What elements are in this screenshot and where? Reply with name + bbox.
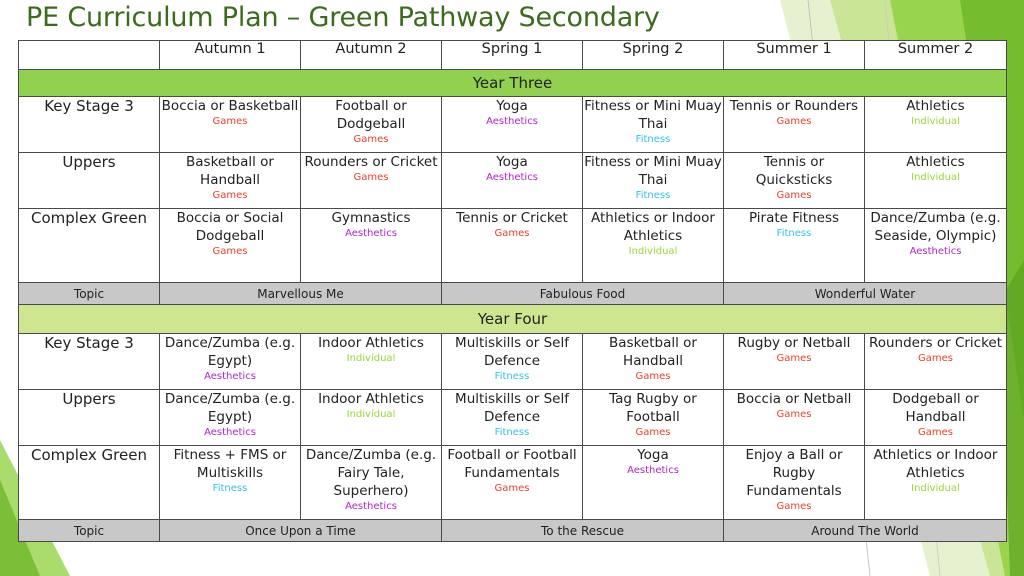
table-row (19, 446, 1007, 520)
category-tag: Aesthetics (345, 228, 397, 239)
activity-text: Indoor Athletics (318, 335, 424, 351)
activity-text: Yoga (496, 154, 528, 170)
activity-cell (583, 97, 724, 153)
category-tag: Individual (628, 246, 678, 257)
activity-text: Football or Dodgeball (335, 98, 407, 132)
activity-cell (442, 153, 583, 209)
category-tag: Games (212, 116, 248, 127)
table-row (19, 209, 1007, 283)
table-row (19, 153, 1007, 209)
topic-cell: Fabulous Food (442, 283, 724, 305)
category-tag: Games (494, 228, 530, 239)
term-header: Spring 1 (442, 41, 583, 70)
activity-cell (160, 390, 301, 446)
table-row (19, 334, 1007, 390)
category-tag: Fitness (494, 371, 530, 382)
activity-text: Boccia or Basketball (161, 98, 299, 114)
activity-cell (442, 97, 583, 153)
activity-cell (442, 209, 583, 283)
activity-text: Gymnastics (331, 210, 411, 226)
activity-text: Fitness or Mini Muay Thai (584, 154, 722, 188)
category-tag: Games (353, 172, 389, 183)
category-tag: Games (776, 190, 812, 201)
activity-cell (724, 153, 865, 209)
category-tag: Games (776, 353, 812, 364)
activity-text: Tennis or Rounders (729, 98, 859, 114)
category-tag: Aesthetics (627, 465, 679, 476)
activity-text: Dodgeball or Handball (892, 391, 979, 425)
activity-text: Athletics (906, 98, 965, 114)
activity-text: Athletics or Indoor Athletics (591, 210, 715, 244)
category-tag: Aesthetics (204, 427, 256, 438)
activity-text: Tennis or Quicksticks (755, 154, 833, 188)
year-row (19, 305, 1007, 334)
table-row (19, 97, 1007, 153)
activity-text: Boccia or Social Dodgeball (176, 210, 284, 244)
activity-cell (160, 97, 301, 153)
term-header: Summer 1 (724, 41, 865, 70)
category-tag: Individual (911, 172, 960, 183)
category-tag: Games (918, 427, 953, 438)
category-tag: Individual (346, 409, 396, 420)
year-row (19, 70, 1007, 97)
activity-cell (301, 446, 442, 520)
term-header: Autumn 1 (160, 41, 301, 70)
category-tag: Individual (911, 483, 960, 494)
category-tag: Games (353, 134, 389, 145)
activity-text: Basketball or Handball (609, 335, 697, 369)
category-tag: Fitness (494, 427, 530, 438)
group-label: Uppers (19, 390, 160, 446)
activity-text: Rounders or Cricket (868, 335, 1003, 351)
activity-text: Multiskills or Self Defence (455, 391, 569, 425)
category-tag: Fitness (212, 483, 248, 494)
page-title: PE Curriculum Plan – Green Pathway Secondary (26, 2, 660, 33)
activity-cell (301, 334, 442, 390)
activity-text: Dance/Zumba (e.g. Seaside, Olympic) (870, 210, 1001, 244)
activity-cell (442, 446, 583, 520)
activity-cell (160, 446, 301, 520)
topic-label: Topic (19, 283, 160, 305)
activity-text: Basketball or Handball (186, 154, 274, 188)
activity-text: Dance/Zumba (e.g. Egypt) (164, 391, 296, 425)
activity-cell (724, 97, 865, 153)
activity-cell (160, 153, 301, 209)
activity-cell (724, 390, 865, 446)
activity-text: Fitness + FMS or Multiskills (173, 447, 287, 481)
year-heading: Year Four (19, 305, 1007, 334)
category-tag: Fitness (635, 134, 671, 145)
activity-text: Fitness or Mini Muay Thai (584, 98, 722, 132)
activity-cell (583, 446, 724, 520)
activity-cell (724, 334, 865, 390)
activity-cell (865, 209, 1007, 283)
term-header: Summer 2 (865, 41, 1007, 70)
activity-cell (583, 153, 724, 209)
activity-text: Indoor Athletics (318, 391, 424, 407)
category-tag: Fitness (635, 190, 671, 201)
activity-text: Multiskills or Self Defence (455, 335, 569, 369)
activity-cell (442, 334, 583, 390)
activity-cell (301, 153, 442, 209)
category-tag: Aesthetics (909, 246, 962, 257)
activity-cell (301, 209, 442, 283)
activity-cell (724, 209, 865, 283)
activity-cell (160, 209, 301, 283)
term-header-row (19, 41, 1007, 70)
category-tag: Games (635, 371, 671, 382)
topic-row (19, 520, 1007, 542)
category-tag: Games (918, 353, 953, 364)
activity-cell (865, 446, 1007, 520)
category-tag: Aesthetics (486, 116, 538, 127)
category-tag: Games (776, 501, 812, 512)
activity-text: Rugby or Netball (737, 335, 851, 351)
group-label: Key Stage 3 (19, 334, 160, 390)
activity-cell (865, 97, 1007, 153)
activity-cell (865, 334, 1007, 390)
topic-label: Topic (19, 520, 160, 542)
activity-text: Boccia or Netball (736, 391, 852, 407)
activity-text: Yoga (496, 98, 528, 114)
activity-text: Rounders or Cricket (304, 154, 438, 170)
activity-cell (583, 334, 724, 390)
activity-text: Dance/Zumba (e.g. Egypt) (164, 335, 296, 369)
category-tag: Individual (346, 353, 396, 364)
activity-text: Tennis or Cricket (456, 210, 568, 226)
category-tag: Individual (911, 116, 960, 127)
activity-cell (160, 334, 301, 390)
category-tag: Games (776, 116, 812, 127)
category-tag: Games (776, 409, 812, 420)
activity-text: Athletics (906, 154, 965, 170)
activity-text: Athletics or Indoor Athletics (873, 447, 998, 481)
activity-cell (865, 153, 1007, 209)
activity-cell (301, 390, 442, 446)
group-label: Key Stage 3 (19, 97, 160, 153)
activity-text: Yoga (637, 447, 669, 463)
category-tag: Aesthetics (204, 371, 256, 382)
category-tag: Games (212, 246, 248, 257)
activity-text: Enjoy a Ball or Rugby Fundamentals (745, 447, 843, 499)
activity-cell (442, 390, 583, 446)
category-tag: Aesthetics (345, 501, 397, 512)
topic-cell: Marvellous Me (160, 283, 442, 305)
year-heading: Year Three (19, 70, 1007, 97)
activity-text: Pirate Fitness (748, 210, 840, 226)
category-tag: Fitness (776, 228, 812, 239)
topic-cell: To the Rescue (442, 520, 724, 542)
category-tag: Games (212, 190, 248, 201)
activity-text: Tag Rugby or Football (609, 391, 697, 425)
term-header: Autumn 2 (301, 41, 442, 70)
term-header: Spring 2 (583, 41, 724, 70)
activity-cell (583, 390, 724, 446)
group-label: Complex Green (19, 209, 160, 283)
group-label: Complex Green (19, 446, 160, 520)
activity-text: Dance/Zumba (e.g. Fairy Tale, Superhero) (305, 447, 437, 499)
category-tag: Games (494, 483, 530, 494)
topic-cell: Around The World (724, 520, 1007, 542)
category-tag: Aesthetics (486, 172, 538, 183)
table-row (19, 390, 1007, 446)
activity-cell (724, 446, 865, 520)
curriculum-table (18, 40, 1007, 542)
topic-cell: Wonderful Water (724, 283, 1007, 305)
activity-cell (865, 390, 1007, 446)
header-corner (19, 41, 160, 70)
activity-cell (583, 209, 724, 283)
activity-text: Football or Football Fundamentals (447, 447, 577, 481)
category-tag: Games (635, 427, 671, 438)
topic-row (19, 283, 1007, 305)
topic-cell: Once Upon a Time (160, 520, 442, 542)
activity-cell (301, 97, 442, 153)
group-label: Uppers (19, 153, 160, 209)
